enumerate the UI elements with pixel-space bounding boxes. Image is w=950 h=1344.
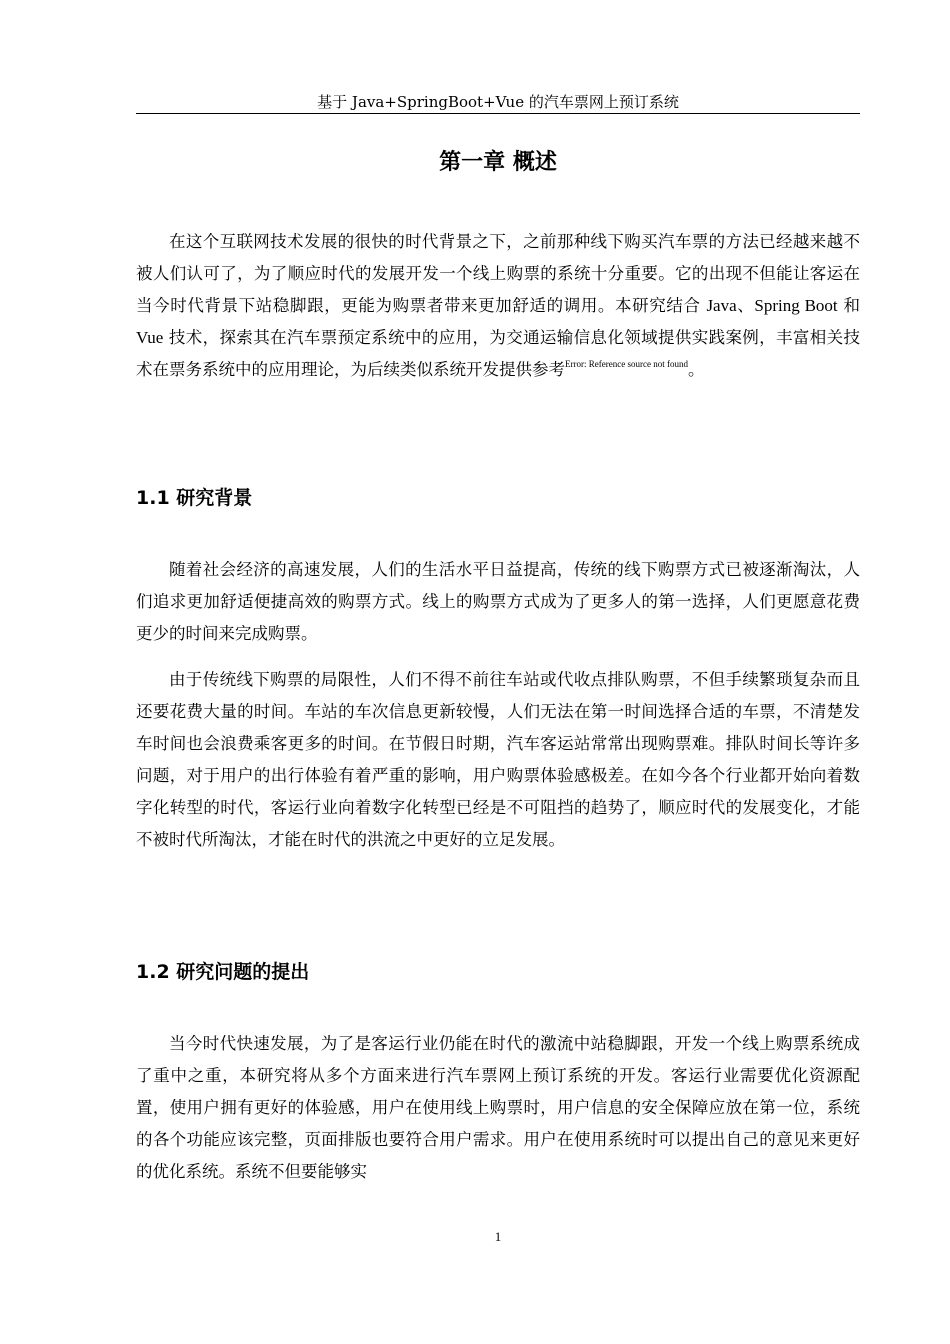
paragraph-1-1-b: 由于传统线下购票的局限性，人们不得不前往车站或代收点排队购票，不但手续繁琐复杂而且还要花费大量的时间。车站的车次信息更新较慢，人们无法在第一时间选择合适的车票，不清楚发车时间也会浪费乘客更多的时间。在节假日时期，汽车客运站常常出现购票难。排队时间长等许多问题，对于用户的出行体验有着严重的影响，用户购票体验感极差。在如今各个行业都开始向着数字化转型的时代，客运行业向着数字化转型已经是不可阻挡的趋势了，顺应时代的发展变化，才能不被时代所淘汰，才能在时代的洪流之中更好的立足发展。	[136, 670, 860, 849]
intro-paragraph	[136, 226, 860, 386]
reference-error-citation: Error: Reference source not found	[565, 359, 688, 369]
intro-vue: Vue	[136, 328, 164, 347]
intro-text-start: 在这个互联网技术发展的很快的时代背景之下，之前那种线下购买汽车票的方法已经越来越不被人们认可了，为了顺应时代的发展开发一个线上购票的系统十分重要。它的出现不但能让客运在当今时代背景下站稳脚跟，更能为购票者带来更加舒适的调用。本研究结合	[136, 232, 860, 315]
intro-spring-boot: Spring Boot	[754, 296, 838, 315]
header-rule	[136, 113, 860, 114]
intro-sep: 、	[736, 296, 755, 315]
section-heading-1-1: 1.1 研究背景	[136, 487, 253, 509]
paragraph-1-1-a: 随着社会经济的高速发展，人们的生活水平日益提高，传统的线下购票方式已被逐渐淘汰，人们追求更加舒适便捷高效的购票方式。线上的购票方式成为了更多人的第一选择，人们更愿意花费更少的时间来完成购票。	[136, 560, 860, 643]
intro-java: Java	[706, 296, 737, 315]
chapter-title: 第一章 概述	[439, 150, 557, 175]
paragraph-1-2-a: 当今时代快速发展，为了是客运行业仍能在时代的激流中站稳脚跟，开发一个线上购票系统成了重中之重，本研究将从多个方面来进行汽车票网上预订系统的开发。客运行业需要优化资源配置，使用户拥有更好的体验感，用户在使用线上购票时，用户信息的安全保障应放在第一位，系统的各个功能应该完整，页面排版也要符合用户需求。用户在使用系统时可以提出自己的意见来更好的优化系统。系统不但要能够实	[136, 1034, 860, 1181]
intro-end: 。	[687, 360, 705, 379]
intro-and: 和	[837, 296, 860, 315]
running-header: 基于 Java+SpringBoot+Vue 的汽车票网上预订系统	[317, 93, 679, 111]
intro-text-end: 技术，探索其在汽车票预定系统中的应用，为交通运输信息化领域提供实践案例，丰富相关技术在票务系统中的应用理论，为后续类似系统开发提供参考	[136, 328, 860, 379]
section-heading-1-2: 1.2 研究问题的提出	[136, 961, 310, 983]
page-number: 1	[494, 1229, 502, 1244]
